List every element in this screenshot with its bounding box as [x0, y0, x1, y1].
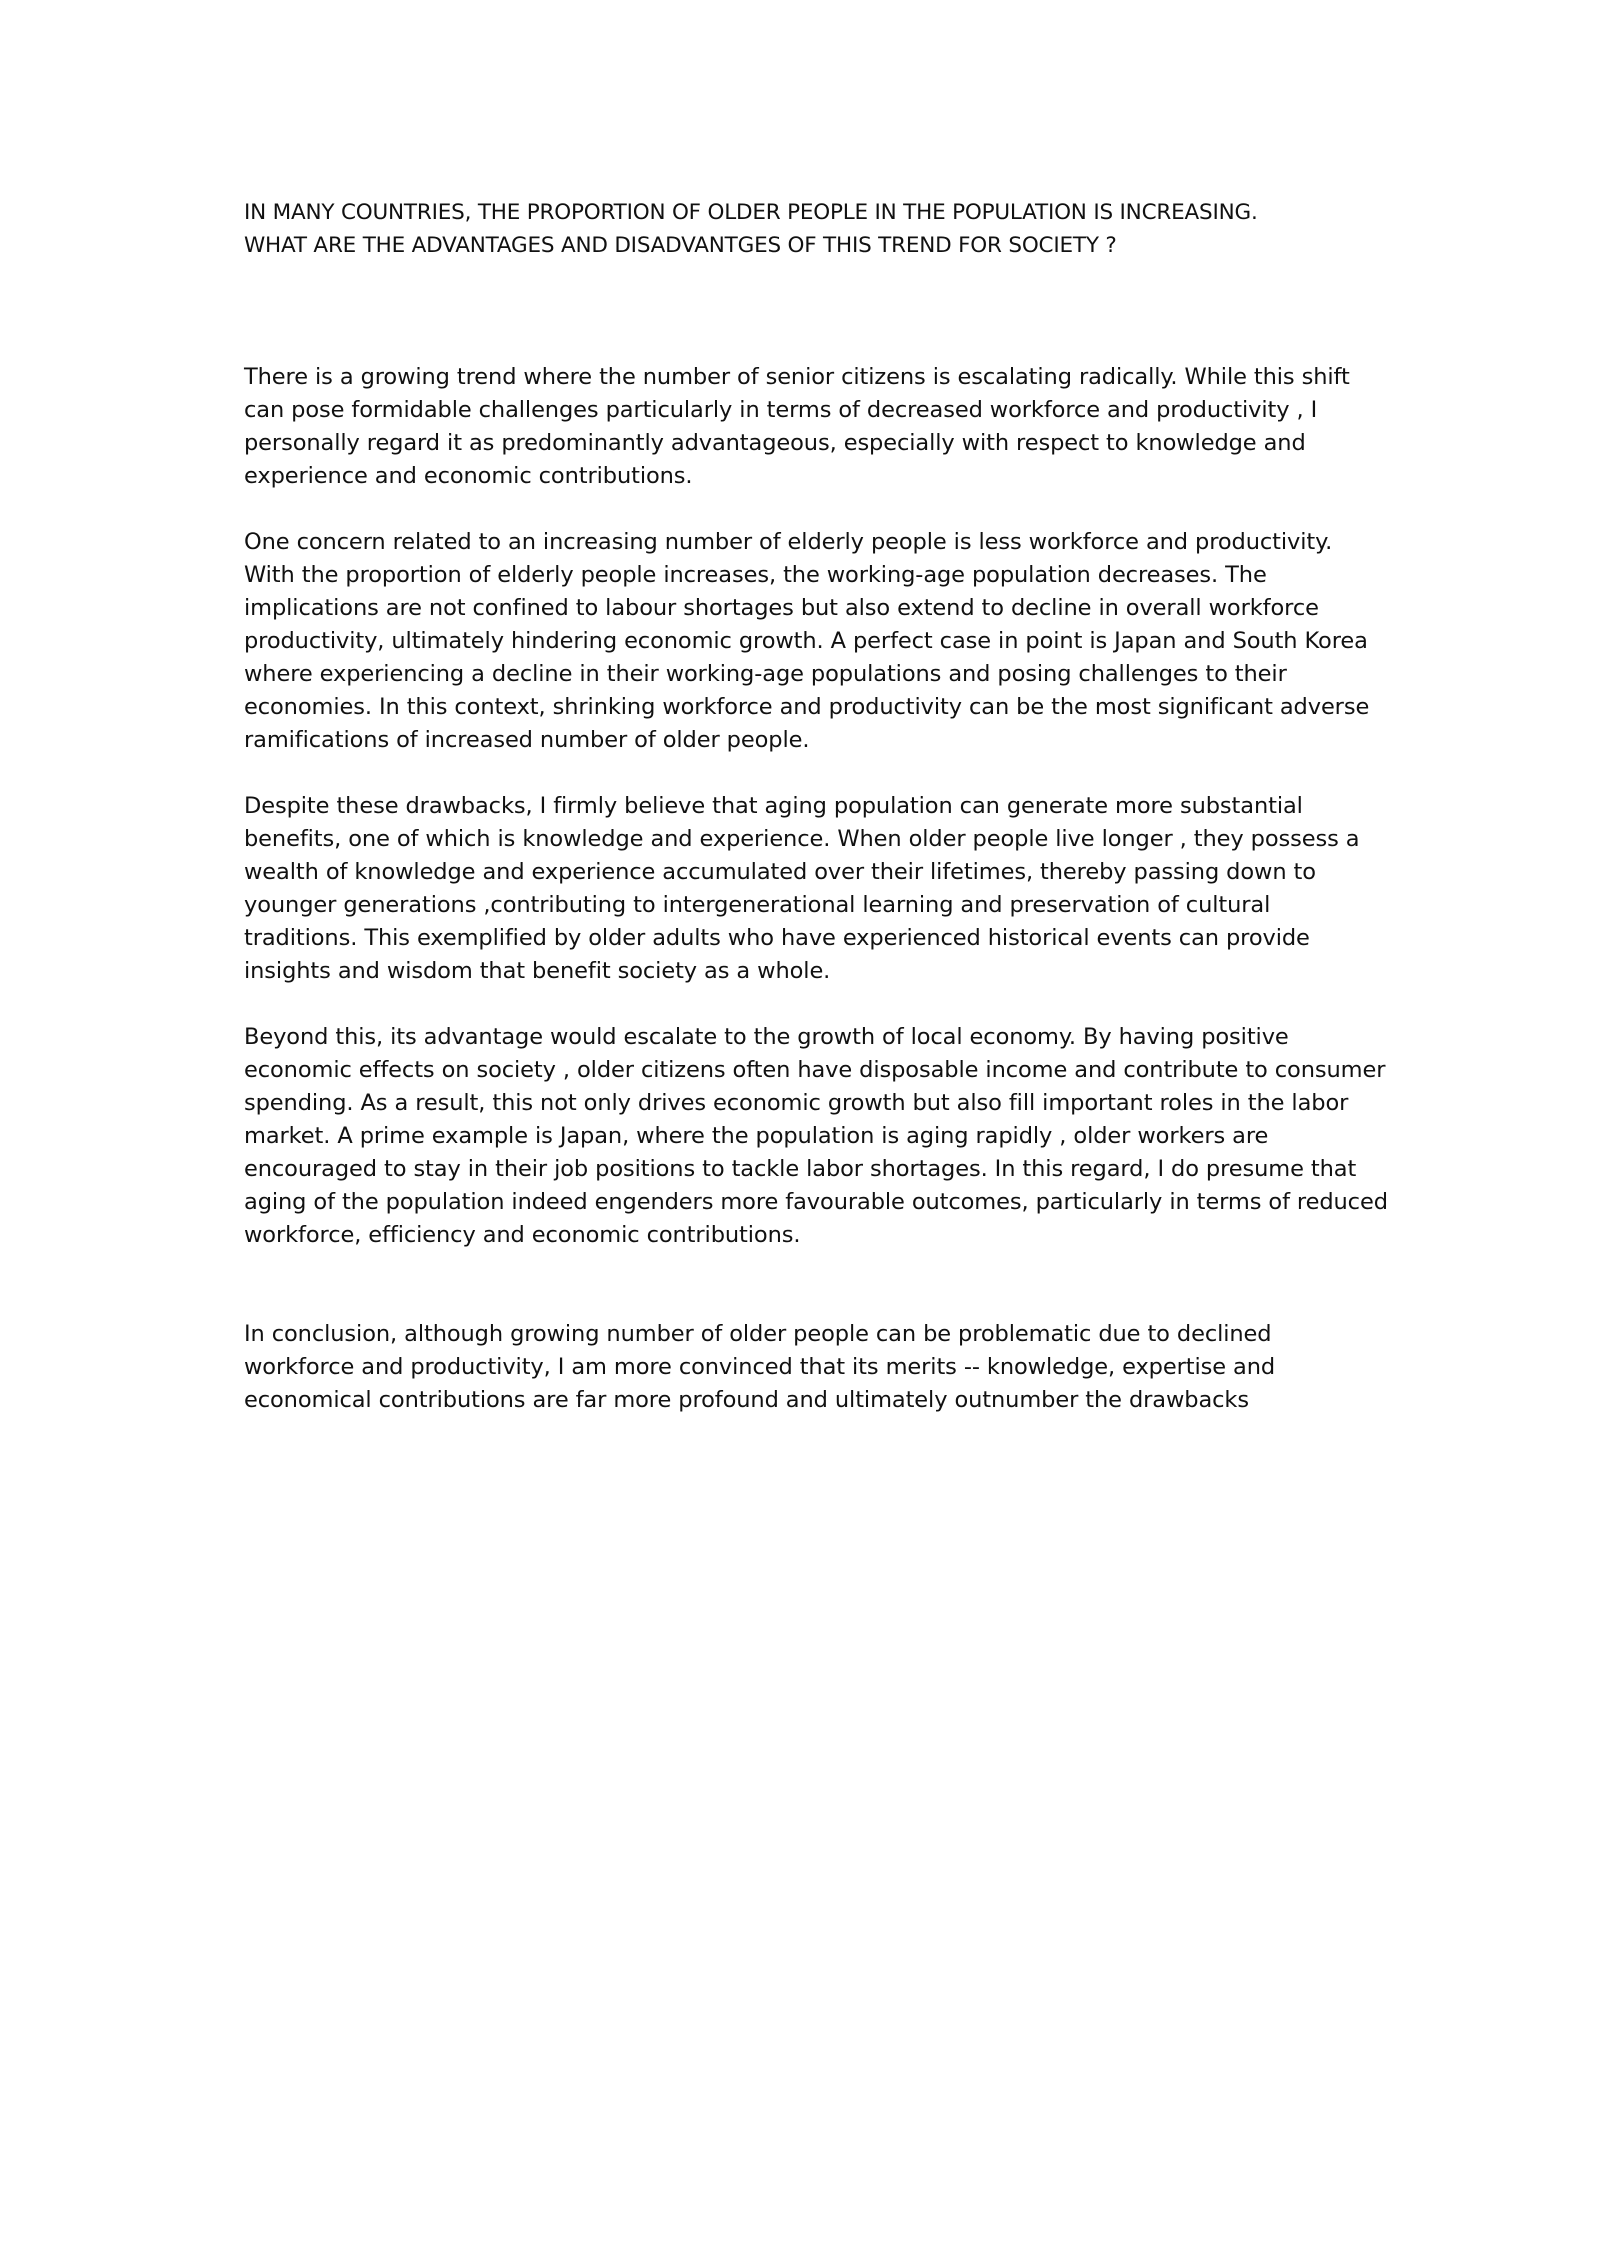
text-line: encouraged to stay in their job positions to tackle labor shortages. In this regard, I do presume that — [244, 1156, 1357, 1182]
conclusion-paragraph — [244, 1318, 1379, 1417]
question-line: WHAT ARE THE ADVANTAGES AND DISADVANTGES OF THIS TREND FOR SOCIETY ? — [244, 233, 1117, 258]
text-line: ramifications of increased number of older people. — [244, 727, 810, 753]
text-line: One concern related to an increasing number of elderly people is less workforce and productivity. — [244, 529, 1333, 555]
text-line: where experiencing a decline in their working-age populations and posing challenges to their — [244, 661, 1287, 687]
text-line: wealth of knowledge and experience accumulated over their lifetimes, thereby passing down to — [244, 859, 1316, 885]
text-line: personally regard it as predominantly advantageous, especially with respect to knowledge and — [244, 430, 1306, 456]
text-line: younger generations ,contributing to intergenerational learning and preservation of cultural — [244, 892, 1271, 918]
introduction-paragraph — [244, 361, 1379, 493]
text-line: spending. As a result, this not only drives economic growth but also fill important roles in the labor — [244, 1090, 1349, 1116]
question-line: IN MANY COUNTRIES, THE PROPORTION OF OLDER PEOPLE IN THE POPULATION IS INCREASING. — [244, 200, 1258, 225]
text-line: can pose formidable challenges particularly in terms of decreased workforce and productivity , I — [244, 397, 1318, 423]
text-line: There is a growing trend where the number of senior citizens is escalating radically. While this shift — [244, 364, 1350, 390]
text-line: workforce, efficiency and economic contributions. — [244, 1222, 801, 1248]
text-line: benefits, one of which is knowledge and experience. When older people live longer , they possess a — [244, 826, 1360, 852]
text-line: workforce and productivity, I am more convinced that its merits -- knowledge, expertise and — [244, 1354, 1276, 1380]
text-line: implications are not confined to labour shortages but also extend to decline in overall workforce — [244, 595, 1319, 621]
text-line: market. A prime example is Japan, where the population is aging rapidly , older workers are — [244, 1123, 1269, 1149]
text-line: insights and wisdom that benefit society as a whole. — [244, 958, 831, 984]
text-line: With the proportion of elderly people increases, the working-age population decreases. The — [244, 562, 1267, 588]
text-line: productivity, ultimately hindering economic growth. A perfect case in point is Japan and South Korea — [244, 628, 1368, 654]
text-line: aging of the population indeed engenders more favourable outcomes, particularly in terms of reduced — [244, 1189, 1388, 1215]
essay-question — [244, 196, 1379, 262]
text-line: economies. In this context, shrinking workforce and productivity can be the most significant adverse — [244, 694, 1370, 720]
text-line: Beyond this, its advantage would escalate to the growth of local economy. By having positive — [244, 1024, 1289, 1050]
text-line: experience and economic contributions. — [244, 463, 693, 489]
text-line: traditions. This exemplified by older adults who have experienced historical events can provide — [244, 925, 1310, 951]
body-paragraph-economy — [244, 1021, 1388, 1252]
text-line: economical contributions are far more profound and ultimately outnumber the drawbacks — [244, 1387, 1249, 1413]
document-content — [244, 196, 1388, 1450]
body-paragraph-knowledge — [244, 790, 1379, 988]
body-paragraph-disadvantage — [244, 526, 1379, 757]
text-line: Despite these drawbacks, I firmly believe that aging population can generate more substantial — [244, 793, 1303, 819]
text-line: In conclusion, although growing number of older people can be problematic due to declined — [244, 1321, 1272, 1347]
text-line: economic effects on society , older citizens often have disposable income and contribute to consumer — [244, 1057, 1386, 1083]
